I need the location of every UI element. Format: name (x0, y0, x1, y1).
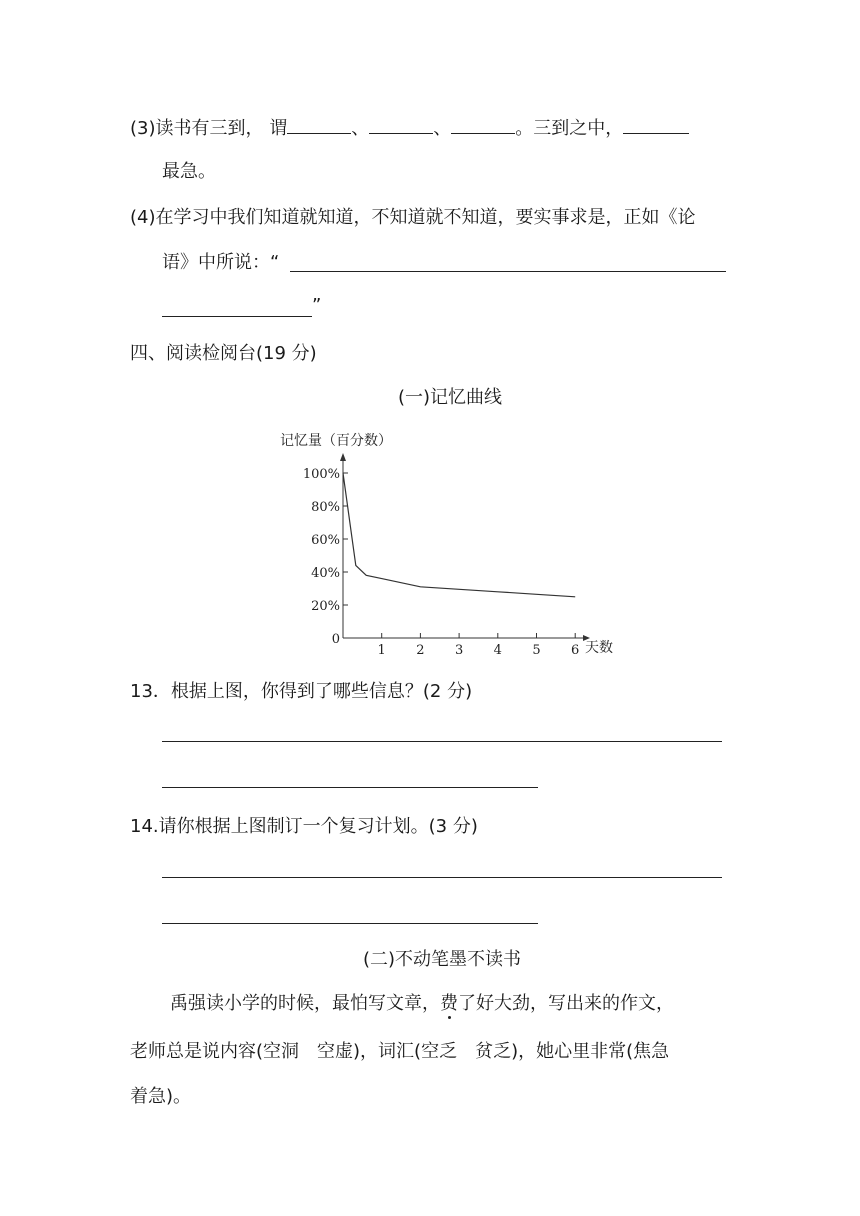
y-tick-label: 20% (311, 599, 340, 614)
q14-text: 14.请你根据上图制订一个复习计划。(3 分) (130, 816, 478, 837)
q14-answer-line-2[interactable] (162, 923, 538, 924)
part-2-title: (二)不动笔墨不读书 (363, 949, 522, 970)
y-tick-label: 0 (331, 632, 340, 647)
q3-continuation: 最急。 (162, 161, 216, 182)
q13-answer-line-1[interactable] (162, 741, 722, 742)
q13-text: 13．根据上图，你得到了哪些信息？(2 分) (130, 681, 473, 702)
y-tick-label: 100% (302, 467, 340, 482)
emphasis-char: 费 (440, 993, 458, 1014)
x-tick-label: 4 (493, 643, 502, 658)
q3-sep-2: 、 (433, 118, 452, 139)
q3-blank-1[interactable] (287, 115, 351, 134)
y-axis-arrow (340, 453, 346, 461)
q4-line-2: 语》中所说：“ (162, 252, 280, 273)
passage-line-1 (170, 992, 674, 1016)
q3-blank-4[interactable] (623, 115, 689, 134)
passage-line-3: 着急)。 (130, 1086, 192, 1107)
part-1-title: (一)记忆曲线 (397, 387, 503, 408)
q3-prefix: (3)读书有三到， 谓 (130, 118, 288, 139)
y-axis-label: 记忆量（百分数） (280, 433, 392, 449)
y-tick-label: 60% (311, 533, 340, 548)
memory-curve-chart (0, 425, 860, 665)
q3-mid: 。三到之中， (515, 118, 624, 139)
x-tick-label: 2 (416, 643, 425, 658)
q3-blank-2[interactable] (369, 115, 433, 134)
q4-close-quote: ” (312, 295, 322, 316)
y-tick-label: 80% (311, 500, 340, 515)
x-axis-label: 天数 (585, 640, 613, 656)
memory-curve-line (343, 473, 575, 597)
y-tick-label: 40% (311, 566, 340, 581)
passage-line-1-b: 了好大劲，写出来的作文， (458, 993, 674, 1014)
x-tick-label: 6 (571, 643, 580, 658)
section-heading: 四、阅读检阅台(19 分) (130, 343, 317, 364)
q4-answer-line-1[interactable] (290, 271, 726, 272)
x-tick-label: 1 (377, 643, 386, 658)
q13-answer-line-2[interactable] (162, 787, 538, 788)
x-tick-label: 5 (532, 643, 541, 658)
x-tick-label: 3 (454, 643, 464, 658)
q3-line (130, 115, 689, 141)
q4-answer-line-2[interactable] (162, 316, 312, 317)
q4-line-1: (4)在学习中我们知道就知道，不知道就不知道，要实事求是，正如《论 (130, 207, 696, 228)
q14-answer-line-1[interactable] (162, 877, 722, 878)
passage-line-1-a: 禹强读小学的时候，最怕写文章， (170, 993, 440, 1014)
q3-sep-1: 、 (351, 118, 370, 139)
passage-line-2: 老师总是说内容(空洞 空虚)，词汇(空乏 贫乏)，她心里非常(焦急 (130, 1041, 670, 1062)
q3-blank-3[interactable] (451, 115, 515, 134)
